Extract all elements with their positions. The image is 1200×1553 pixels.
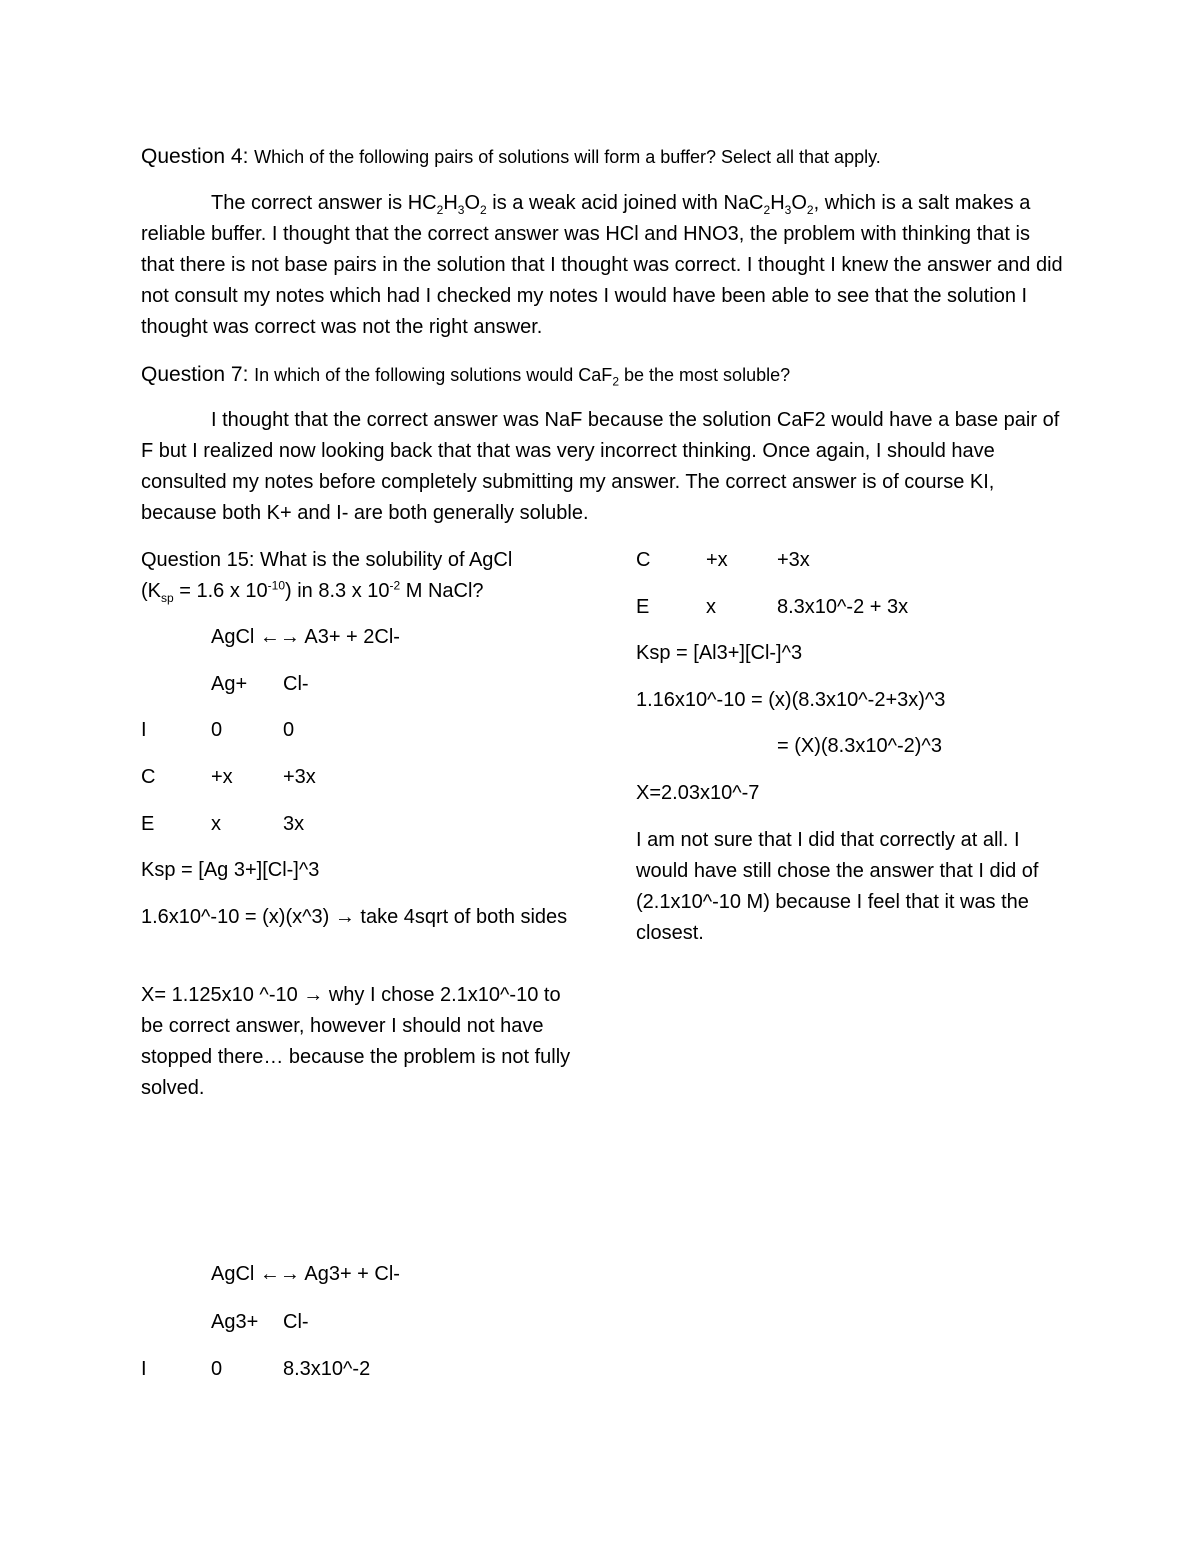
question-4-label: Question 4: bbox=[141, 145, 249, 168]
ice1-cell: x bbox=[211, 813, 221, 835]
question-7-text: In which of the following solutions would CaF bbox=[254, 365, 613, 385]
q4-answer-text: is a weak acid joined with NaC bbox=[486, 192, 764, 214]
ice1-header-1: Ag+ bbox=[211, 673, 248, 695]
subscript: 2 bbox=[806, 203, 814, 217]
q4-answer-text: , which is a salt makes a reliable buffer. I thought that the correct answer was HCl and HNO3, the problem with thinking that is that there is not base pairs in the solution that I thought was correct. I thought I knew the answer and did not consult my notes which had I checked my notes I would have been able to see that the solution I thought was correct was not the right answer. bbox=[141, 192, 1063, 338]
ice1-cell: +x bbox=[211, 766, 233, 788]
ice1-row-label: C bbox=[141, 766, 156, 788]
question-15-line1: Question 15: What is the solubility of AgCl bbox=[141, 549, 513, 571]
ice1-header-2: Cl- bbox=[283, 673, 309, 695]
conclusion-text: X= 1.125x10 ^-10 → why I chose 2.1x10^-10 to be correct answer, however I should not have stopped there… because the problem is not fully solved. bbox=[141, 984, 571, 1099]
calculation-2-cont: = (X)(8.3x10^-2)^3 bbox=[777, 735, 942, 757]
question-7-answer bbox=[141, 405, 1066, 529]
q4-answer-text: The correct answer is HC bbox=[211, 192, 437, 214]
q15-text: M NaCl? bbox=[400, 580, 484, 602]
ice-right-cell: x bbox=[706, 596, 716, 618]
subscript: 2 bbox=[612, 374, 619, 389]
subscript: 2 bbox=[763, 203, 771, 217]
question-7-text: be the most soluble? bbox=[619, 365, 791, 385]
note-text: I am not sure that I did that correctly at all. I would have still chose the answer that I did of (2.1x10^-10 M) because I feel that it was the closest. bbox=[636, 829, 1039, 944]
ice-right-row-label: E bbox=[636, 596, 650, 618]
ice1-row-label: E bbox=[141, 813, 155, 835]
subscript: 3 bbox=[784, 203, 792, 217]
q7-answer-text: I thought that the correct answer was NaF because the solution CaF2 would have a base pair of F but I realized now looking back that that was very incorrect thinking. Once again, I should have consulted my notes before completely submitting my answer. The correct answer is of course KI, because both K+ and I- are both generally soluble. bbox=[141, 409, 1060, 524]
question-15-heading bbox=[141, 545, 581, 607]
ksp-expression-1: Ksp = [Ag 3+][Cl-]^3 bbox=[141, 859, 320, 881]
ice1-row-label: I bbox=[141, 719, 147, 741]
subscript: 3 bbox=[457, 203, 465, 217]
ice1-cell: 0 bbox=[283, 719, 295, 741]
ice1-cell: +3x bbox=[283, 766, 316, 788]
calculation-2: 1.16x10^-10 = (x)(8.3x10^-2+3x)^3 bbox=[636, 689, 946, 711]
equation-2: AgCl ←→ Ag3+ + Cl- bbox=[211, 1263, 400, 1285]
equation-1: AgCl ←→ A3+ + 2Cl- bbox=[211, 626, 400, 648]
q4-answer-text: O bbox=[464, 192, 481, 214]
subscript: sp bbox=[161, 591, 174, 605]
question-7-label: Question 7: bbox=[141, 363, 249, 386]
result-text: X=2.03x10^-7 bbox=[636, 782, 760, 804]
ice2-header-2: Cl- bbox=[283, 1311, 309, 1333]
q15-text: = 1.6 x 10 bbox=[173, 580, 268, 602]
ice2-cell: 0 bbox=[211, 1358, 223, 1380]
question-7-heading bbox=[141, 359, 790, 391]
superscript: -10 bbox=[267, 578, 285, 593]
calculation-1: 1.6x10^-10 = (x)(x^3) → take 4sqrt of both sides bbox=[141, 906, 568, 928]
q4-answer-text: H bbox=[443, 192, 458, 214]
ksp-expression-2: Ksp = [Al3+][Cl-]^3 bbox=[636, 642, 803, 664]
ice-right-cell: 8.3x10^-2 + 3x bbox=[777, 596, 909, 618]
ice-right-cell: +3x bbox=[777, 549, 810, 571]
ice-right-row-label: C bbox=[636, 549, 651, 571]
superscript: -2 bbox=[389, 578, 401, 593]
question-4-answer bbox=[141, 188, 1066, 343]
ice2-cell: 8.3x10^-2 bbox=[283, 1358, 371, 1380]
q4-answer-text: H bbox=[770, 192, 785, 214]
subscript: 2 bbox=[436, 203, 444, 217]
ice-right-cell: +x bbox=[706, 549, 728, 571]
ice2-header-1: Ag3+ bbox=[211, 1311, 259, 1333]
q15-text: ) in 8.3 x 10 bbox=[285, 580, 390, 602]
q15-text: (K bbox=[141, 580, 161, 602]
q4-answer-text: O bbox=[791, 192, 807, 214]
ice2-row-label: I bbox=[141, 1358, 147, 1380]
question-4-heading bbox=[141, 141, 881, 173]
subscript: 2 bbox=[480, 203, 487, 217]
ice1-cell: 0 bbox=[211, 719, 223, 741]
ice1-cell: 3x bbox=[283, 813, 305, 835]
question-4-text: Which of the following pairs of solutions will form a buffer? Select all that apply. bbox=[254, 147, 881, 167]
